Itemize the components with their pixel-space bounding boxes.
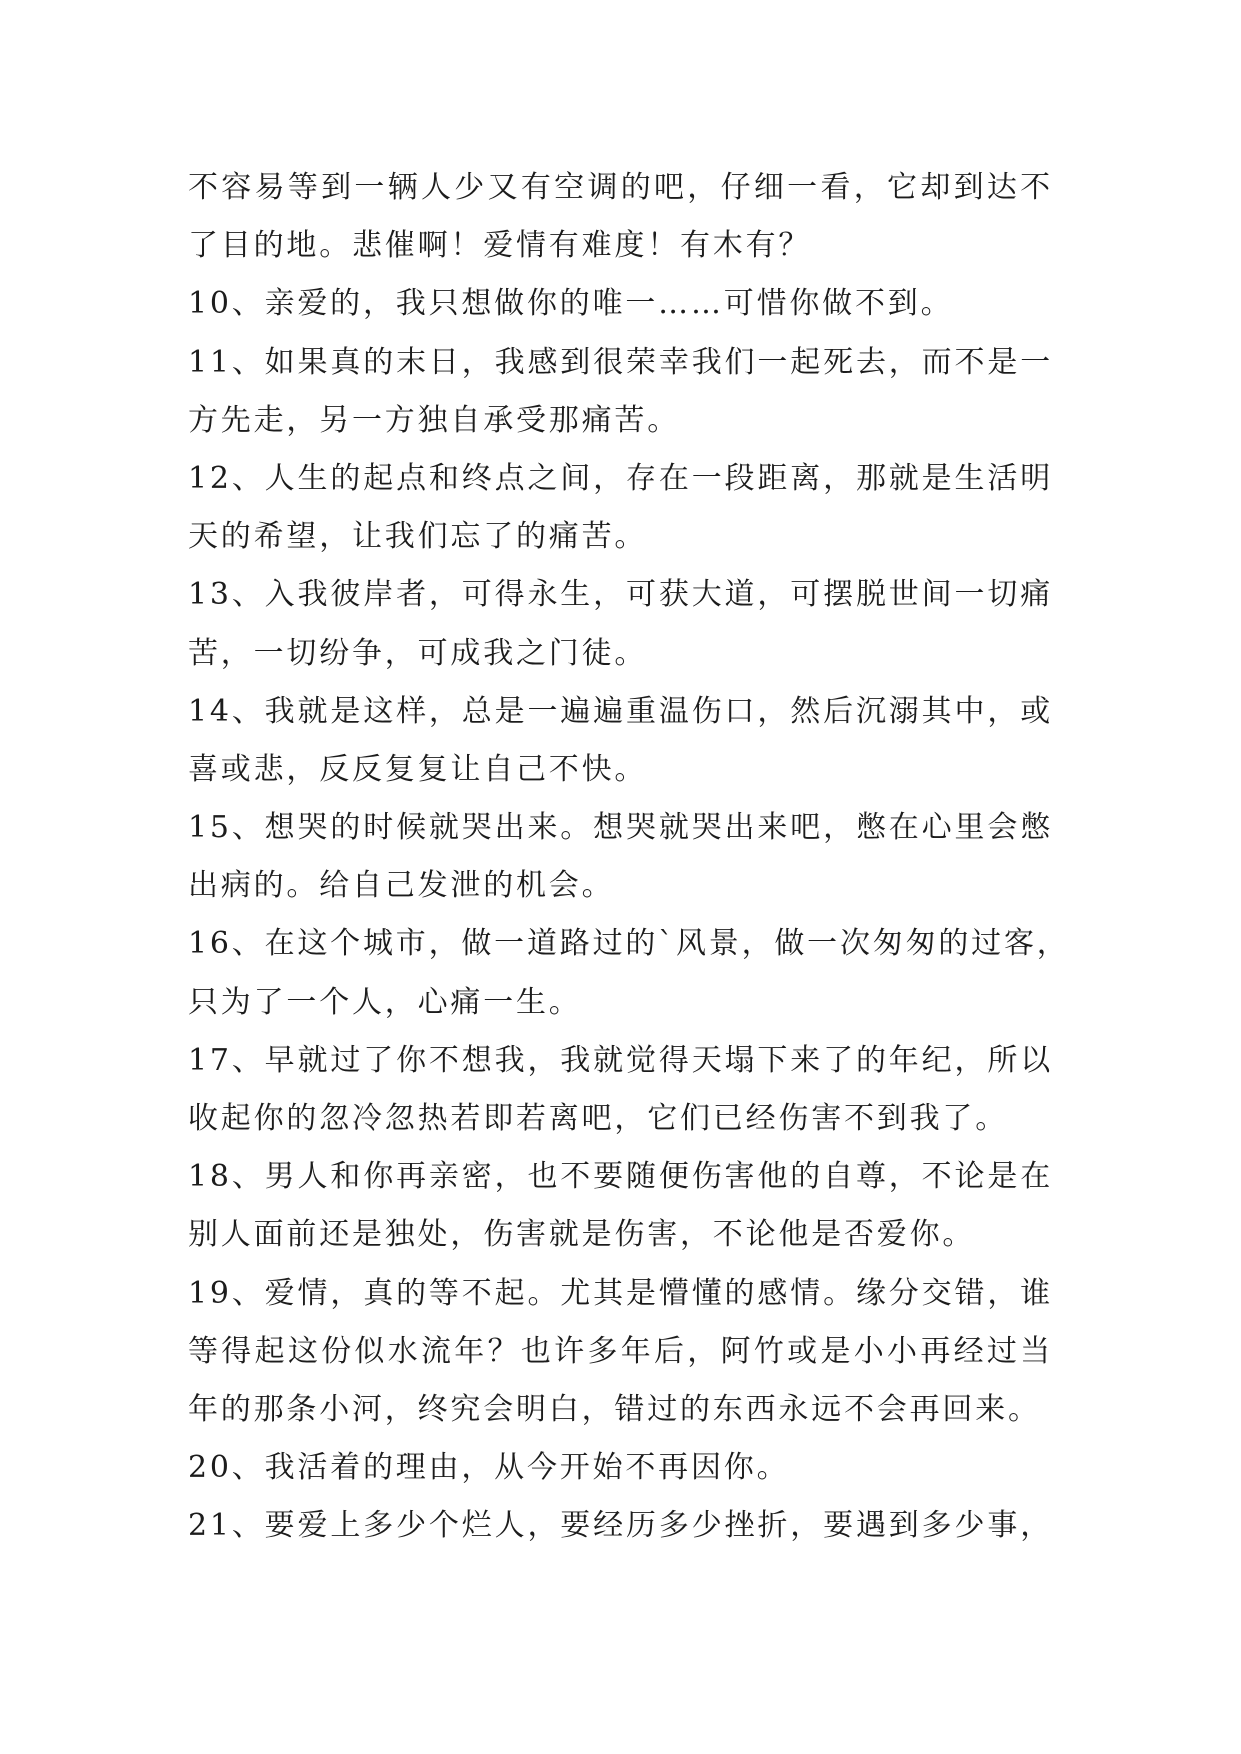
text-line: 天的希望，让我们忘了的痛苦。 <box>188 519 648 555</box>
text-line: 16、在这个城市，做一道路过的`风景，做一次匆匆的过客， <box>188 926 1070 962</box>
document-body <box>188 159 1070 1556</box>
text-line: 苦，一切纷争，可成我之门徒。 <box>188 635 648 671</box>
text-line: 17、早就过了你不想我，我就觉得天塌下来了的年纪，所以 <box>188 1042 1053 1078</box>
text-line: 19、爱情，真的等不起。尤其是懵懂的感情。缘分交错，谁 <box>188 1275 1053 1311</box>
text-line: 21、要爱上多少个烂人，要经历多少挫折，要遇到多少事， <box>188 1508 1053 1544</box>
text-line: 不容易等到一辆人少又有空调的吧，仔细一看，它却到达不 <box>188 170 1053 205</box>
text-line: 年的那条小河，终究会明白，错过的东西永远不会再回来。 <box>188 1391 1041 1427</box>
text-line: 只为了一个人，心痛一生。 <box>188 984 582 1020</box>
text-line: 18、男人和你再亲密，也不要随便伤害他的自尊，不论是在 <box>188 1159 1053 1195</box>
text-line: 13、入我彼岸者，可得永生，可获大道，可摆脱世间一切痛 <box>188 577 1053 613</box>
text-line: 15、想哭的时候就哭出来。想哭就哭出来吧，憋在心里会憋 <box>188 810 1053 846</box>
text-line: 10、亲爱的，我只想做你的唯一……可惜你做不到。 <box>188 286 954 322</box>
text-line: 等得起这份似水流年？也许多年后，阿竹或是小小再经过当 <box>188 1333 1053 1369</box>
text-line: 喜或悲，反反复复让自己不快。 <box>188 751 648 787</box>
text-line: 别人面前还是独处，伤害就是伤害，不论他是否爱你。 <box>188 1217 976 1253</box>
text-line: 出病的。给自己发泄的机会。 <box>188 868 615 904</box>
text-line: 20、我活着的理由，从今开始不再因你。 <box>188 1450 790 1486</box>
text-line: 了目的地。悲催啊！爱情有难度！有木有？ <box>188 228 812 264</box>
text-line: 11、如果真的末日，我感到很荣幸我们一起死去，而不是一 <box>188 344 1053 380</box>
text-line: 12、人生的起点和终点之间，存在一段距离，那就是生活明 <box>188 460 1053 496</box>
text-line: 方先走，另一方独自承受那痛苦。 <box>188 402 680 438</box>
text-line: 14、我就是这样，总是一遍遍重温伤口，然后沉溺其中，或 <box>188 693 1053 729</box>
text-line: 收起你的忽冷忽热若即若离吧，它们已经伤害不到我了。 <box>188 1101 1008 1136</box>
